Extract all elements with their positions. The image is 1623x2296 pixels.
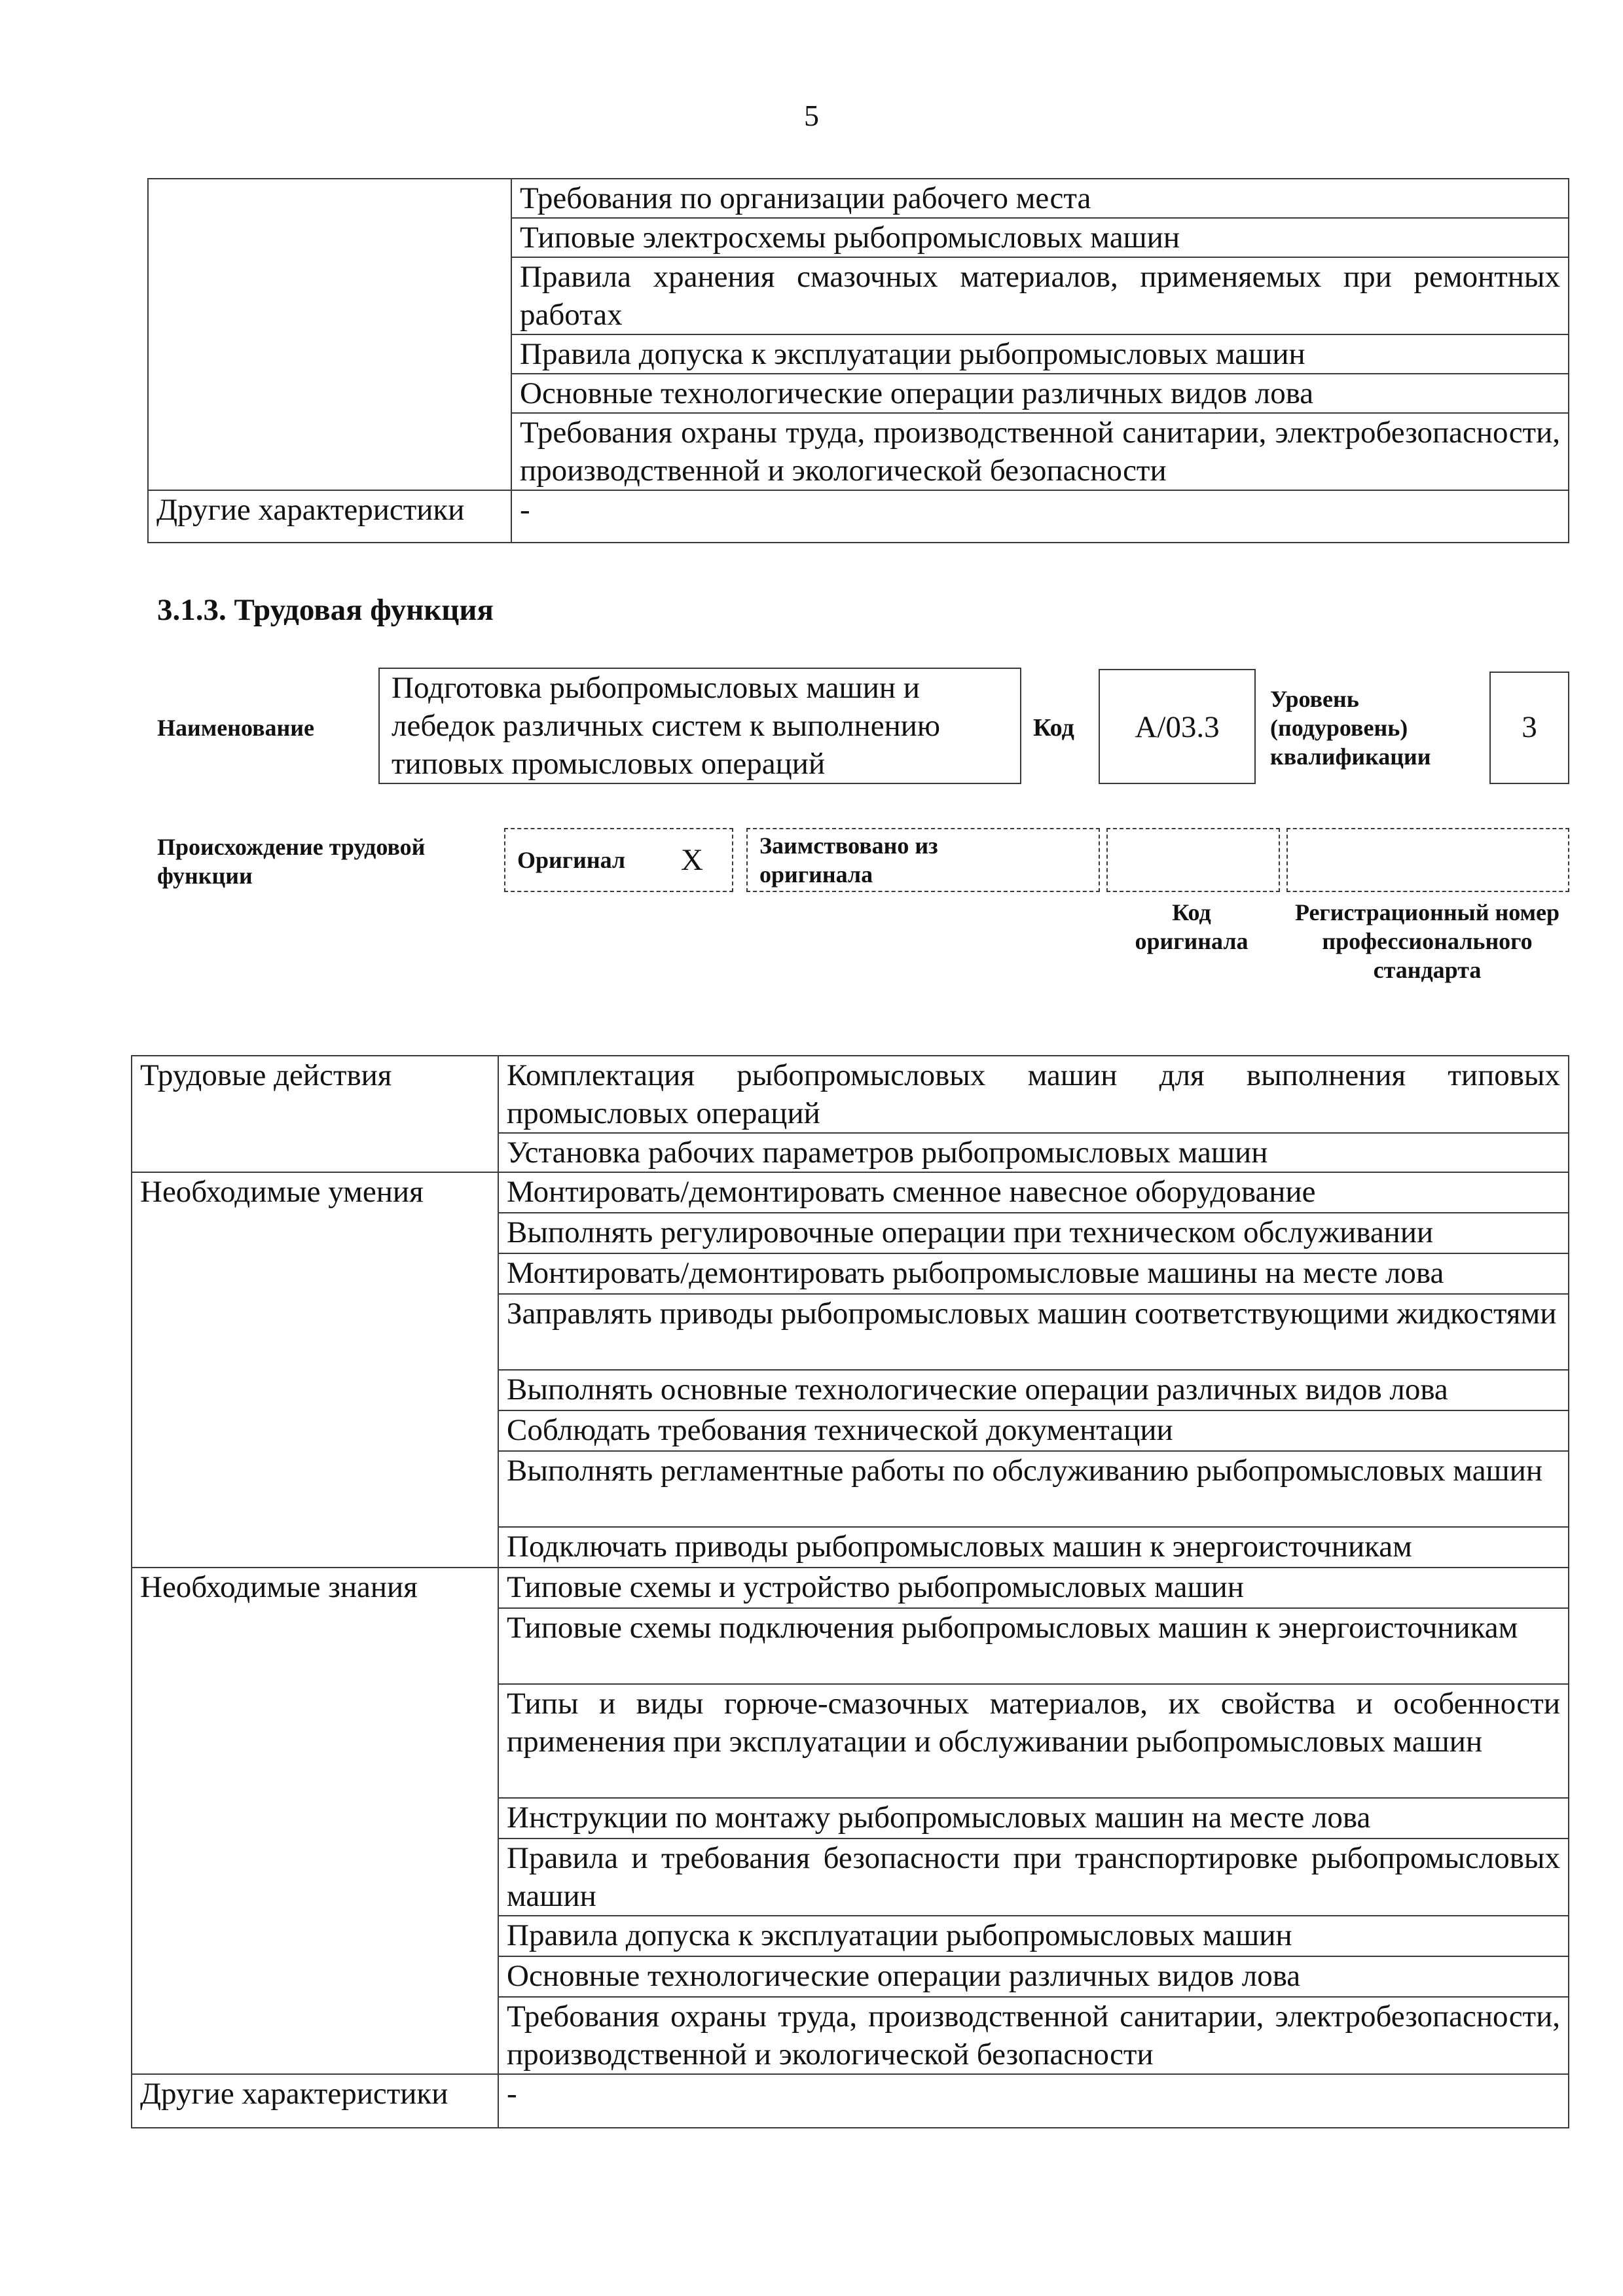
knowledge-item: Инструкции по монтажу рыбопромысловых машин на месте лова (498, 1798, 1569, 1839)
code-value: A/03.3 (1135, 710, 1220, 744)
knowledge-item: Требования охраны труда, производственной санитарии, электробезопасности, производственной и экологической безопасности (498, 1997, 1569, 2074)
borrowed-label: Заимствовано из оригинала (759, 833, 938, 888)
skill-item: Подключать приводы рыбопромысловых машин к энергоисточникам (498, 1527, 1569, 1568)
original-label: Оригинал (517, 847, 626, 873)
knowledge-item: Типовые электросхемы рыбопромысловых машин (511, 218, 1569, 257)
reg-number-box (1286, 828, 1569, 892)
skill-item: Выполнять регулировочные операции при техническом обслуживании (498, 1213, 1569, 1253)
skills-label: Необходимые умения (132, 1172, 498, 1568)
skill-item: Монтировать/демонтировать рыбопромысловые машины на месте лова (498, 1253, 1569, 1294)
other-characteristics-value: - (511, 490, 1569, 543)
other-characteristics-label: Другие характеристики (132, 2074, 498, 2128)
skill-item: Монтировать/демонтировать сменное навесное оборудование (498, 1172, 1569, 1213)
code-label: Код (1033, 714, 1074, 742)
knowledge-item: Требования охраны труда, производственной санитарии, электробезопасности, производственной и экологической безопасности (511, 413, 1569, 490)
origin-label: Происхождение трудовой функции (157, 834, 426, 889)
knowledge-item: Основные технологические операции различных видов лова (498, 1956, 1569, 1997)
reg-number-label: Регистрационный номер профессионального стандарта (1294, 899, 1560, 983)
knowledge-item: Типовые схемы подключения рыбопромысловых машин к энергоисточникам (498, 1608, 1569, 1684)
labor-action-item: Комплектация рыбопромысловых машин для выполнения типовых промысловых операций (498, 1056, 1569, 1133)
top-characteristics-table (147, 178, 1569, 543)
original-mark: X (681, 843, 703, 877)
knowledge-item: Правила и требования безопасности при транспортировке рыбопромысловых машин (498, 1839, 1569, 1916)
knowledge-label: Необходимые знания (132, 1568, 498, 2074)
origin-code-label: Код оригинала (1135, 899, 1249, 954)
table-label-cell (148, 179, 511, 490)
knowledge-item: Типовые схемы и устройство рыбопромысловых машин (498, 1568, 1569, 1608)
labor-action-item: Установка рабочих параметров рыбопромысловых машин (498, 1133, 1569, 1172)
knowledge-item: Правила хранения смазочных материалов, применяемых при ремонтных работах (511, 257, 1569, 334)
other-characteristics-label: Другие характеристики (148, 490, 511, 543)
skill-item: Соблюдать требования технической документации (498, 1410, 1569, 1451)
level-value: 3 (1522, 710, 1537, 744)
name-label: Наименование (157, 715, 314, 741)
origin-code-box (1106, 828, 1280, 892)
skill-item: Выполнять основные технологические операции различных видов лова (498, 1370, 1569, 1410)
knowledge-item: Типы и виды горюче-смазочных материалов, их свойства и особенности применения при эксплуатации и обслуживании рыбопромысловых машин (498, 1684, 1569, 1798)
section-heading: 3.1.3. Трудовая функция (157, 593, 494, 627)
skill-item: Заправлять приводы рыбопромысловых машин соответствующими жидкостями (498, 1294, 1569, 1370)
labor-actions-label: Трудовые действия (132, 1056, 498, 1172)
level-label: Уровень (подуровень) квалификации (1270, 686, 1431, 770)
page-number: 5 (804, 99, 819, 132)
knowledge-item: Основные технологические операции различных видов лова (511, 374, 1569, 413)
skill-item: Выполнять регламентные работы по обслуживанию рыбопромысловых машин (498, 1451, 1569, 1527)
name-value: Подготовка рыбопромысловых машин и лебедок различных систем к выполнению типовых промысловых операций (392, 671, 941, 781)
knowledge-item: Правила допуска к эксплуатации рыбопромысловых машин (511, 334, 1569, 374)
other-characteristics-value: - (498, 2074, 1569, 2128)
knowledge-item: Требования по организации рабочего места (511, 179, 1569, 218)
labor-function-table (131, 1055, 1569, 2128)
knowledge-item: Правила допуска к эксплуатации рыбопромысловых машин (498, 1916, 1569, 1956)
